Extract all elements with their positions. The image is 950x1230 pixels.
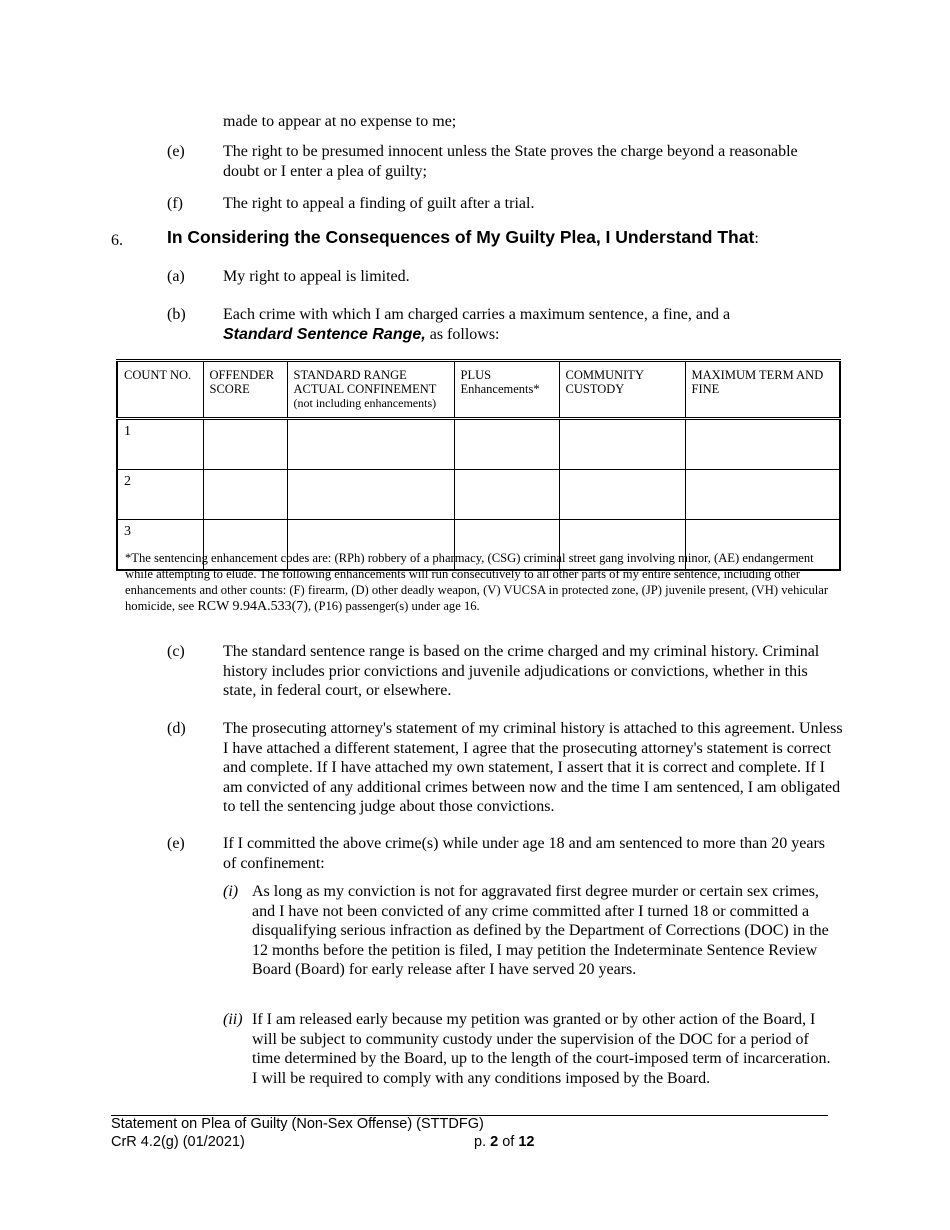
current-page: 2	[490, 1134, 499, 1150]
item-6b-line1: Each crime with which I am charged carries a maximum sentence, a fine, and a	[223, 306, 731, 323]
footer-rule: CrR 4.2(g) (01/2021)	[111, 1134, 245, 1150]
maximum-term-cell[interactable]	[685, 470, 840, 520]
header-standard-range: STANDARD RANGE ACTUAL CONFINEMENT (not including enhancements)	[287, 361, 454, 419]
item-c-text: The standard sentence range is based on the crime charged and my criminal history. Criminal history includes prior convictions and juvenile adjudications or convictions, whether in this state, in federal court, or elsewhere.	[223, 643, 820, 699]
count-cell: 1	[117, 419, 203, 470]
header-community-custody: COMMUNITY CUSTODY	[559, 361, 685, 419]
item-f-letter: (f)	[167, 195, 183, 212]
continuation-text: made to appear at no expense to me;	[223, 113, 457, 130]
offender-score-cell[interactable]	[203, 419, 287, 470]
standard-sentence-range-emphasis: Standard Sentence Range,	[223, 325, 426, 343]
total-pages: 12	[518, 1134, 535, 1150]
table-row	[117, 419, 840, 470]
item-c-letter: (c)	[167, 643, 185, 660]
count-cell: 3	[117, 520, 203, 571]
community-custody-cell[interactable]	[559, 470, 685, 520]
sentence-range-table	[116, 359, 841, 571]
standard-range-cell[interactable]	[287, 419, 454, 470]
header-plus-enhancements: PLUS Enhancements*	[454, 361, 559, 419]
count-cell: 2	[117, 470, 203, 520]
community-custody-cell[interactable]	[559, 419, 685, 470]
subitem-i-label: (i)	[223, 883, 239, 900]
item-d-letter: (d)	[167, 720, 186, 737]
section-6-heading-text: In Considering the Consequences of My Guilty Plea, I Understand That	[167, 227, 755, 247]
footer-page-number: p. 2 of 12	[474, 1134, 535, 1150]
header-count-no: COUNT NO.	[117, 361, 203, 419]
footer-title: Statement on Plea of Guilty (Non-Sex Offense) (STTDFG)	[111, 1116, 484, 1132]
standard-range-cell[interactable]	[287, 470, 454, 520]
subitem-ii-text: If I am released early because my petition was granted or by other action of the Board, I will be subject to community custody under the supervision of the DOC for a period of time determined by the Board, up to the length of the court-imposed term of incarceration. I will be required to comply with any conditions imposed by the Board.	[252, 1011, 831, 1087]
section-6-number: 6.	[111, 232, 123, 249]
table-row	[117, 470, 840, 520]
rcw-reference: RCW 9.94A.533(7)	[197, 599, 308, 614]
item-6b-after: as follows:	[425, 325, 500, 343]
item-e-letter: (e)	[167, 143, 185, 160]
maximum-term-cell[interactable]	[685, 419, 840, 470]
item-6e-text: If I committed the above crime(s) while under age 18 and am sentenced to more than 20 years of confinement:	[223, 835, 825, 872]
enhancement-footnote	[125, 550, 830, 615]
item-6b-letter: (b)	[167, 306, 186, 323]
subitem-ii-label: (ii)	[223, 1011, 243, 1028]
section-6-heading-colon: :	[754, 230, 759, 247]
footnote-end: , (P16) passenger(s) under age 16.	[307, 599, 480, 613]
item-e-text: The right to be presumed innocent unless the State proves the charge beyond a reasonable doubt or I enter a plea of guilty;	[223, 143, 798, 180]
offender-score-cell[interactable]	[203, 470, 287, 520]
item-f-text: The right to appeal a finding of guilt after a trial.	[223, 195, 535, 212]
item-6a-text: My right to appeal is limited.	[223, 268, 410, 285]
item-6b-text	[223, 305, 843, 344]
header-offender-score: OFFENDER SCORE	[203, 361, 287, 419]
footnote-text: *The sentencing enhancement codes are: (RPh) robbery of a pharmacy, (CSG) criminal street gang involving minor, (AE) endangerment while attempting to elude. The following enhancements will run consecutively to all other parts of my entire sentence, including other enhancements and other counts: (F) firearm, (D) other deadly weapon, (V) VUCSA in protected zone, (JP) juvenile present, (VH) vehicular homicide, see	[125, 551, 829, 613]
item-6e-letter: (e)	[167, 835, 185, 852]
enhancements-cell[interactable]	[454, 470, 559, 520]
section-6-heading	[167, 228, 847, 249]
table-header-row	[117, 361, 840, 419]
item-6a-letter: (a)	[167, 268, 185, 285]
subitem-i-text: As long as my conviction is not for aggravated first degree murder or certain sex crimes, and I have not been convicted of any crime committed after I turned 18 or committed a disqualifying serious infraction as defined by the Department of Corrections (DOC) in the 12 months before the petition is filed, I may petition the Indeterminate Sentence Review Board (Board) for early release after I have served 20 years.	[252, 883, 829, 978]
header-maximum-term: MAXIMUM TERM AND FINE	[685, 361, 840, 419]
item-d-text: The prosecuting attorney's statement of my criminal history is attached to this agreement. Unless I have attached a different statement, I agree that the prosecuting attorney's statement is correct and complete. If I have attached my own statement, I assert that it is correct and complete. If I am convicted of any additional crimes between now and the time I am sentenced, I am obligated to tell the sentencing judge about those convictions.	[223, 720, 843, 815]
enhancements-cell[interactable]	[454, 419, 559, 470]
